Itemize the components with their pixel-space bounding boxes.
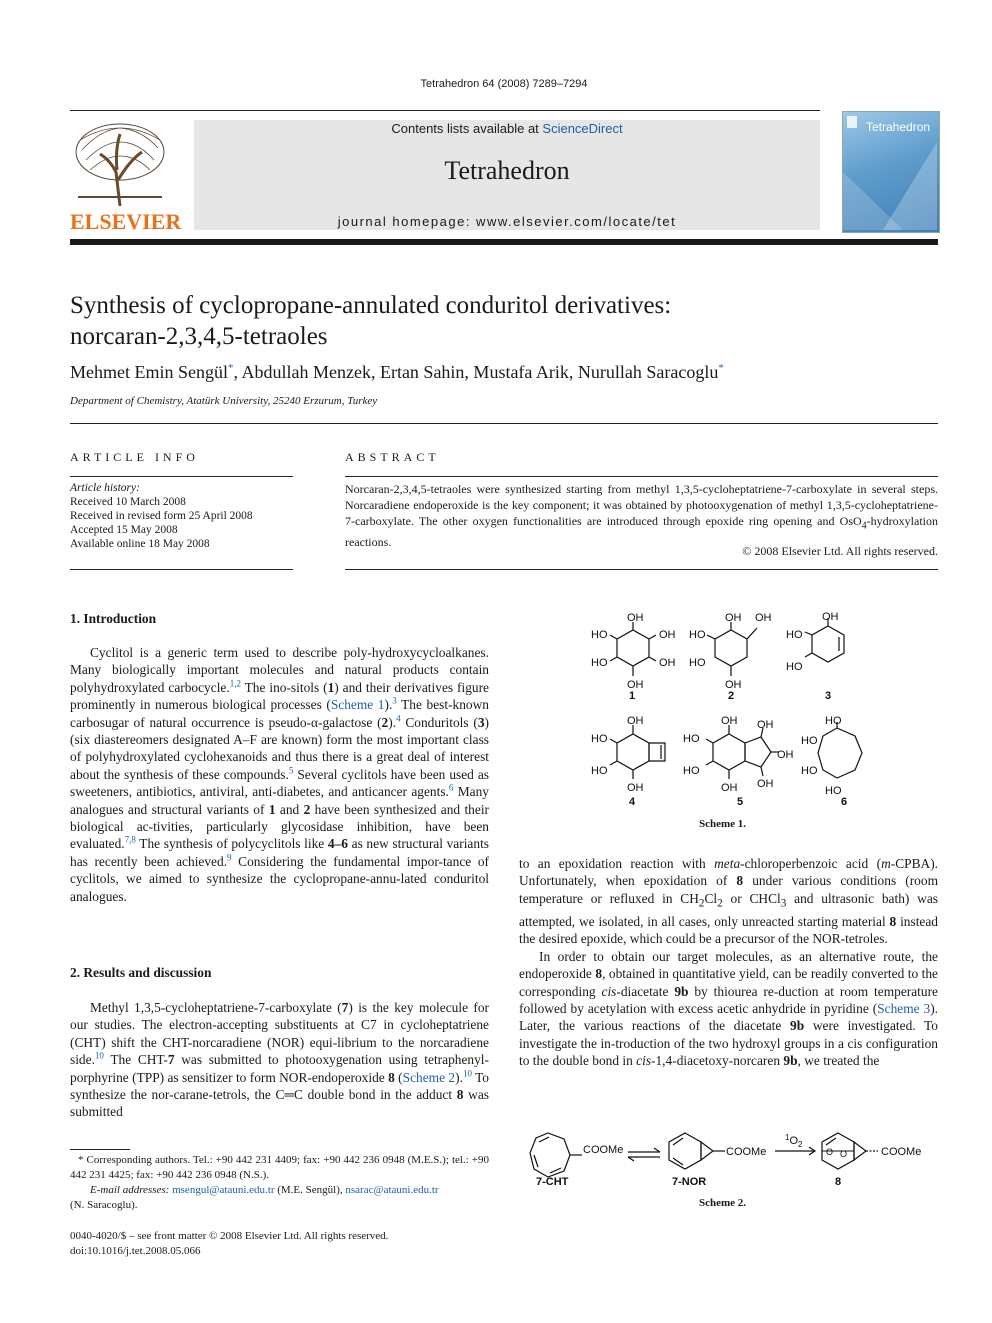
- email-owner-1: (M.E. Sengül),: [274, 1184, 346, 1196]
- citation[interactable]: 7,8: [124, 835, 136, 845]
- compound-5-cyclopentane: [745, 737, 771, 767]
- article-info-heading: ARTICLE INFO: [70, 450, 199, 464]
- scheme-1-caption: Scheme 1.: [699, 818, 747, 830]
- footnotes: [70, 1153, 489, 1213]
- s1-oh-10: OH: [627, 782, 644, 794]
- email-owner-2: (N. Saracoglu).: [70, 1199, 138, 1211]
- abstract-heading: ABSTRACT: [345, 450, 440, 464]
- s1-oh-3: OH: [659, 657, 676, 669]
- scheme-3-link[interactable]: Scheme 3: [877, 1000, 931, 1016]
- issn-line: 0040-4020/$ – see front matter © 2008 Elsevier Ltd. All rights reserved.: [70, 1230, 389, 1242]
- s1-label-5: 5: [737, 796, 744, 808]
- email-label: E-mail addresses:: [90, 1184, 170, 1196]
- author-mark-2[interactable]: *: [718, 362, 724, 374]
- citation[interactable]: 10: [462, 1068, 472, 1079]
- s1-ho-5: HO: [786, 629, 803, 641]
- article-history: [70, 481, 253, 551]
- s2-label-8: 8: [835, 1176, 842, 1188]
- abstract-body-end: -hydroxylation reactions.: [345, 514, 938, 550]
- doi-line[interactable]: doi:10.1016/j.tet.2008.05.066: [70, 1245, 201, 1257]
- corresponding-note: * Corresponding authors. Tel.: +90 442 231 4409; fax: +90 442 236 0948 (M.E.S.); tel.: +90 442 231 4425; fax: +90 442 236 0948 (N.S.).: [70, 1154, 489, 1181]
- s1-ho-9: HO: [683, 733, 700, 745]
- abstract-copyright: © 2008 Elsevier Ltd. All rights reserved.: [742, 544, 938, 558]
- sciencedirect-link[interactable]: ScienceDirect: [542, 121, 623, 136]
- authors: [70, 362, 930, 383]
- scheme-2-figure: [520, 1125, 940, 1193]
- header-thick-rule: [70, 239, 938, 245]
- right-paragraph-2: In order to obtain our target molecules, as an alternative route, the endoperoxide 8, obtained in quantitative yield, can be readily converted to the corresponding cis-diacetate 9b by thiourea re-duction at room temperature followed by acetylation with excess acetic anhydride in pyridine (Scheme 3). Later, the various reactions of the diacetate 9b were investigated. To investigate the in-troduction of the two hydroxyl groups in a cis configuration to the double bond in cis-1,4-diacetoxy-norcaren 9b, we treated the: [519, 948, 939, 1069]
- s1-label-4: 4: [629, 796, 636, 808]
- elsevier-tree-logo: [70, 120, 170, 208]
- s1-ho-12: HO: [801, 735, 818, 747]
- history-label: Article history:: [70, 482, 140, 494]
- s1-ho-2: HO: [591, 657, 608, 669]
- results-paragraph: Methyl 1,3,5-cycloheptatriene-7-carboxylate (7) is the key molecule for our studies. The electron-accepting substituents at C7 in cycloheptatriene (CHT) shift the CHT-norcaradiene (NOR) equi-librium to the norcaradiene side.$^{10}$ The CHT-7 was submitted to photooxygenation using tetraphenyl-porphyrine (TPP) as sensitizer to form NOR-endoperoxide 8 (Scheme 2).$^{10}$ To synthesize the nor-carane-tetrols, the C═C double bond in the adduct 8 was submitted: [70, 1000, 490, 1120]
- compound-4-ring: [617, 734, 649, 770]
- compound-2-ring: [715, 630, 747, 666]
- abstract-text: [345, 481, 938, 550]
- cover-title: Tetrahedron: [866, 120, 931, 134]
- scheme-2-caption: Scheme 2.: [699, 1197, 747, 1209]
- author-mark-1[interactable]: *: [227, 362, 234, 374]
- article-info-rule: [70, 476, 293, 477]
- s1-ho-8: HO: [591, 765, 608, 777]
- citation[interactable]: 6: [448, 782, 454, 793]
- intro-heading: 1. Introduction: [70, 611, 157, 626]
- s1-oh-1: OH: [627, 612, 644, 624]
- received-date: Received 10 March 2008: [70, 496, 186, 508]
- citation[interactable]: 10: [94, 1050, 104, 1061]
- s1-ho-10: HO: [683, 765, 700, 777]
- nor-ring: [669, 1133, 701, 1169]
- abstract-rule: [345, 476, 938, 477]
- email-note: [70, 1183, 489, 1198]
- online-date: Available online 18 May 2008: [70, 538, 210, 550]
- abstract-subscript: 4: [861, 520, 867, 532]
- scheme-1-link[interactable]: Scheme 1: [330, 697, 385, 713]
- s1-oh-4: OH: [627, 679, 644, 691]
- s2-label-7nor: 7-NOR: [672, 1176, 707, 1188]
- article-info-bottom-rule: [70, 569, 293, 570]
- contents-prefix: Contents lists available at: [391, 121, 543, 136]
- citation[interactable]: 1,2: [229, 678, 241, 689]
- article-title: [70, 290, 930, 352]
- revised-date: Received in revised form 25 April 2008: [70, 510, 253, 522]
- s1-oh-12: OH: [757, 719, 774, 731]
- s1-ho-13: HO: [801, 765, 818, 777]
- s2-coome-1: COOMe: [583, 1144, 624, 1156]
- s1-oh-11: OH: [721, 715, 738, 727]
- abstract-bottom-rule: [345, 569, 938, 570]
- citation[interactable]: 4: [396, 713, 401, 724]
- affil-rule: [70, 423, 938, 424]
- citation[interactable]: 3: [392, 695, 397, 706]
- scheme-1-figure: [585, 606, 875, 811]
- s1-oh-5: OH: [725, 612, 742, 624]
- intro-paragraph: Cyclitol is a generic term used to describe poly-hydroxycycloalkanes. Many biologically important molecules and natural products contain polyhydroxylated carbocycle.$^{1,2}$ The ino-sitols (1) and their derivatives figure prominently in numerous biological processes (Scheme 1).$^3$ The best-known carbosugar of natural occurrence is pseudo-α-galactose (2).$^4$ Conduritols (3) (six diastereomers designated A–F are known) form the most important class of polyhydroxylated cyclohexanoids and thus there is a great deal of interest about the synthesis of these compounds.$^5$ Several cyclitols have been used as sweeteners, antibiotics, antiviral, anti-diabetes, and anticancer agents.$^6$ Many analogues and structural variants of 1 and 2 have been synthesized and their biological ac-tivities, particularly glycosidase inhibition, have been evaluated.$^{7,8}$ The synthesis of polycyclitols like 4–6 as new structural variants has recently been achieved.$^9$ Considering the fundamental impor-tance of cyclitols, we aimed to synthesize the cyclopropane-annu-lated conduritol analogues.: [70, 645, 489, 904]
- s1-ho-4: HO: [689, 657, 706, 669]
- elsevier-wordmark: ELSEVIER: [70, 209, 182, 234]
- s2-peroxide-o-2: O: [840, 1149, 848, 1159]
- s1-oh-8: OH: [822, 611, 839, 623]
- s2-coome-2: COOMe: [726, 1146, 767, 1158]
- contents-line: [194, 121, 820, 136]
- right-paragraphs: [519, 855, 938, 1070]
- header-rule: [70, 110, 820, 111]
- citation[interactable]: 5: [288, 765, 294, 776]
- email-link-2[interactable]: nsarac@atauni.edu.tr: [345, 1184, 439, 1196]
- email-link-1[interactable]: msengul@atauni.edu.tr: [172, 1184, 275, 1196]
- s1-ho-7: HO: [591, 733, 608, 745]
- title-line-1: Synthesis of cyclopropane-annulated conduritol derivatives:: [70, 292, 672, 319]
- s1-ho-6: HO: [786, 661, 803, 673]
- accepted-date: Accepted 15 May 2008: [70, 524, 178, 536]
- s2-singlet-oxygen: $^1O_2$: [785, 1133, 803, 1149]
- s2-coome-3: COOMe: [881, 1146, 922, 1158]
- author-1: Mehmet Emin Sengül: [70, 362, 228, 382]
- s1-label-2: 2: [728, 690, 735, 702]
- s1-oh-6: OH: [755, 612, 772, 624]
- journal-homepage[interactable]: journal homepage: www.elsevier.com/locate/tet: [337, 214, 677, 229]
- s1-oh-13: OH: [777, 749, 794, 761]
- scheme-2-link[interactable]: Scheme 2: [402, 1069, 456, 1085]
- front-matter: [70, 1229, 489, 1259]
- s2-label-7cht: 7-CHT: [536, 1176, 569, 1188]
- s1-label-3: 3: [825, 690, 832, 702]
- s1-label-6: 6: [841, 796, 848, 808]
- chtriene-ring: [530, 1133, 570, 1177]
- s1-label-1: 1: [629, 690, 636, 702]
- s1-ho-11: HO: [825, 715, 842, 727]
- author-list: , Abdullah Menzek, Ertan Sahin, Mustafa Arik, Nurullah Saracoglu: [233, 362, 719, 382]
- journal-reference: Tetrahedron 64 (2008) 7289–7294: [420, 78, 588, 90]
- s1-oh-15: OH: [757, 778, 774, 790]
- s1-oh-2: OH: [659, 629, 676, 641]
- journal-title: Tetrahedron: [444, 156, 570, 185]
- compound-1-ring: [617, 630, 649, 666]
- affiliation: Department of Chemistry, Atatürk University, 25240 Erzurum, Turkey: [70, 395, 378, 407]
- abstract-body: Norcaran-2,3,4,5-tetraoles were synthesized starting from methyl 1,3,5-cycloheptatriene-7-carboxylate in several steps. Norcaradiene endoperoxide is the key component; it was obtained by photooxygenation of methyl 1,3,5-cycloheptatriene-7-carboxylate. The other oxygen functionalities are introduced through epoxide ring opening and OsO: [345, 482, 938, 528]
- s1-oh-14: OH: [721, 782, 738, 794]
- results-heading: 2. Results and discussion: [70, 965, 212, 980]
- title-line-2: norcaran-2,3,4,5-tetraoles: [70, 323, 328, 350]
- compound-5-ring: [713, 734, 745, 770]
- s1-oh-7: OH: [725, 679, 742, 691]
- s1-ho-3: HO: [689, 629, 706, 641]
- citation[interactable]: 9: [227, 852, 232, 863]
- s2-peroxide-o-1: O: [826, 1147, 834, 1157]
- compound-4-cyclobutene: [649, 743, 665, 761]
- compound-6-ring: [818, 728, 862, 778]
- s1-oh-9: OH: [627, 715, 644, 727]
- s1-ho-14: HO: [825, 785, 842, 797]
- right-paragraph-1: to an epoxidation reaction with meta-chloroperbenzoic acid (m-CPBA). Unfortunately, when epoxidation of 8 under various conditions (room temperature or refluxed in $CH_2Cl_2$ or CHCl$_3$ and ultrasonic bath) was attempted, we isolated, in all cases, only unreacted starting material 8 instead the desired epoxide, which could be a precursor of the NOR-tetroles.: [519, 856, 938, 947]
- footnote-rule: [70, 1149, 130, 1150]
- s1-ho-1: HO: [591, 629, 608, 641]
